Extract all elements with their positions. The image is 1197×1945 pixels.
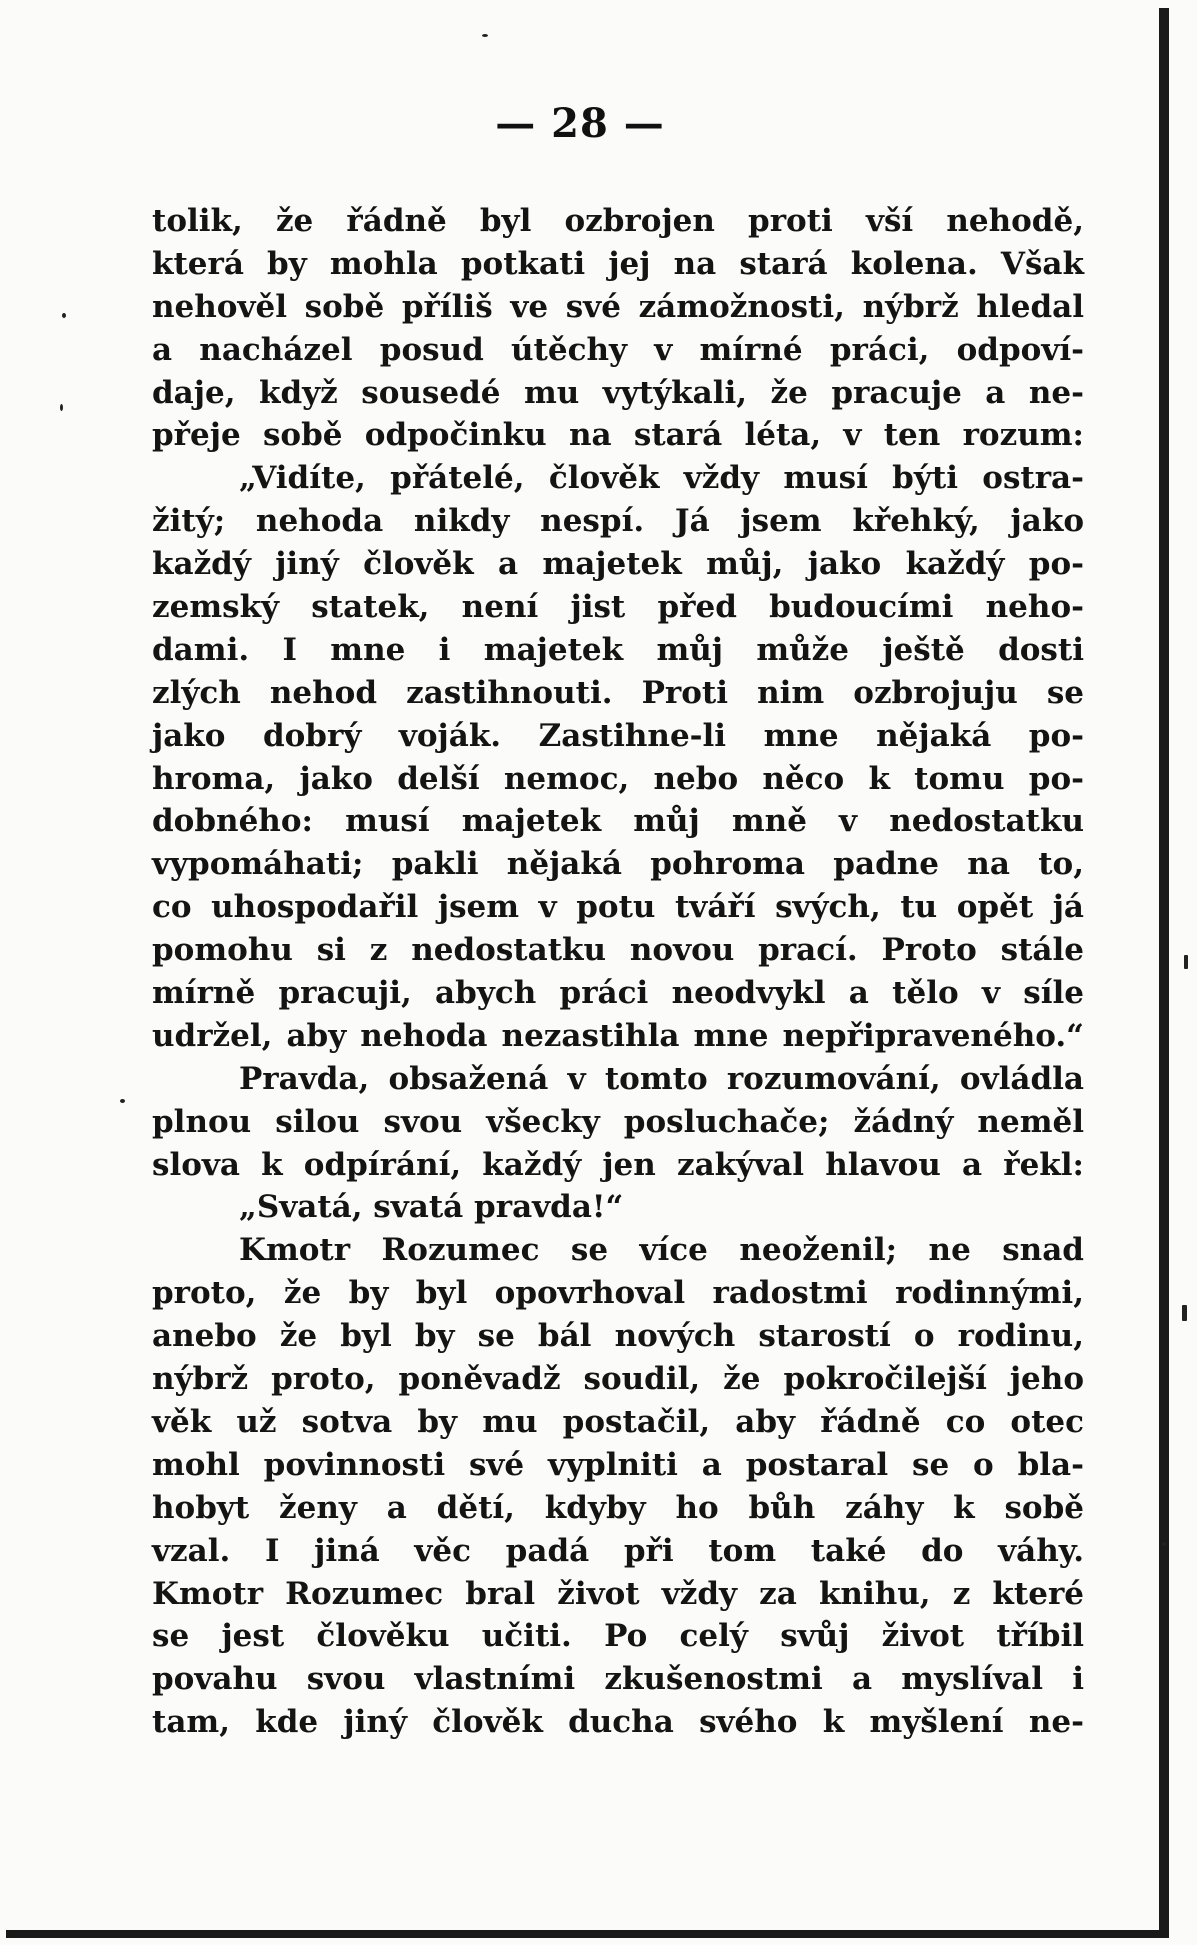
scan-speck: [60, 404, 63, 411]
text-line: se jest člověku učiti. Po celý svůj život tříbil: [152, 1618, 1084, 1655]
text-line: mírně pracuji, abych práci neodvykl a tělo v síle: [152, 975, 1084, 1012]
text-line: „Svatá, svatá pravda!“: [239, 1189, 624, 1226]
text-line: přeje sobě odpočinku na stará léta, v ten rozum:: [152, 417, 1084, 454]
text-line: každý jiný člověk a majetek můj, jako každý po-: [152, 546, 1084, 583]
text-line: jako dobrý voják. Zastihne-li mne nějaká po-: [152, 717, 1084, 754]
scan-speck: [120, 1099, 125, 1103]
text-line: zlých nehod zastihnouti. Proti nim ozbrojuju se: [152, 674, 1084, 711]
scan-speck: [1182, 1305, 1187, 1321]
text-line: hroma, jako delší nemoc, nebo něco k tomu po-: [152, 760, 1084, 797]
text-line: povahu svou vlastními zkušenostmi a myslíval i: [152, 1661, 1084, 1698]
text-line: tam, kde jiný člověk ducha svého k myšlení ne-: [152, 1704, 1084, 1741]
text-line: která by mohla potkati jej na stará kolena. Však: [152, 245, 1084, 282]
text-line: proto, že by byl opovrhoval radostmi rodinnými,: [152, 1275, 1084, 1312]
text-line: vypomáhati; pakli nějaká pohroma padne na to,: [152, 846, 1084, 883]
text-line: anebo že byl by se bál nových starostí o rodinu,: [152, 1318, 1084, 1355]
text-line: „Vidíte, přátelé, člověk vždy musí býti ostra-: [239, 460, 1084, 497]
text-line: co uhospodařil jsem v potu tváří svých, tu opět já: [152, 889, 1084, 926]
text-line: slova k odpírání, každý jen zakýval hlavou a řekl:: [152, 1146, 1084, 1183]
text-line: Kmotr Rozumec se více neoženil; ne snad: [239, 1232, 1084, 1269]
text-line: udržel, aby nehoda nezastihla mne nepřipraveného.“: [152, 1017, 1084, 1054]
scan-speck: [482, 34, 488, 37]
text-line: dobného: musí majetek můj mně v nedostatku: [152, 803, 1084, 840]
body-text: [152, 200, 1084, 1744]
scan-speck: [1184, 955, 1188, 969]
text-line: pomohu si z nedostatku novou prací. Proto stále: [152, 932, 1084, 969]
text-line: Pravda, obsažená v tomto rozumování, ovládla: [239, 1060, 1084, 1097]
text-line: vzal. I jiná věc padá při tom také do váhy.: [152, 1532, 1084, 1569]
text-line: věk už sotva by mu postačil, aby řádně co otec: [152, 1403, 1084, 1440]
text-line: tolik, že řádně byl ozbrojen proti vší nehodě,: [152, 203, 1084, 239]
text-line: Kmotr Rozumec bral život vždy za knihu, z které: [152, 1575, 1084, 1612]
text-line: hobyt ženy a dětí, kdyby ho bůh záhy k sobě: [152, 1489, 1084, 1526]
text-line: mohl povinnosti své vyplniti a postaral se o bla-: [152, 1446, 1084, 1483]
text-line: nehověl sobě příliš ve své zámožnosti, nýbrž hledal: [152, 288, 1084, 325]
text-line: nýbrž proto, poněvadž soudil, že pokročilejší jeho: [152, 1361, 1084, 1398]
text-line: žitý; nehoda nikdy nespí. Já jsem křehký, jako: [152, 503, 1084, 540]
text-line: daje, když sousedé mu vytýkali, že pracuje a ne-: [152, 374, 1084, 411]
text-line: plnou silou svou všecky posluchače; žádný neměl: [152, 1103, 1084, 1140]
text-line: zemský statek, není jist před budoucími neho-: [152, 589, 1084, 626]
page-number: — 28 —: [495, 100, 665, 147]
scan-speck: [1162, 1542, 1166, 1546]
scan-speck: [62, 313, 66, 318]
text-line: dami. I mne i majetek můj může ještě dosti: [152, 631, 1084, 668]
text-line: a nacházel posud útěchy v mírné práci, odpoví-: [152, 331, 1084, 368]
